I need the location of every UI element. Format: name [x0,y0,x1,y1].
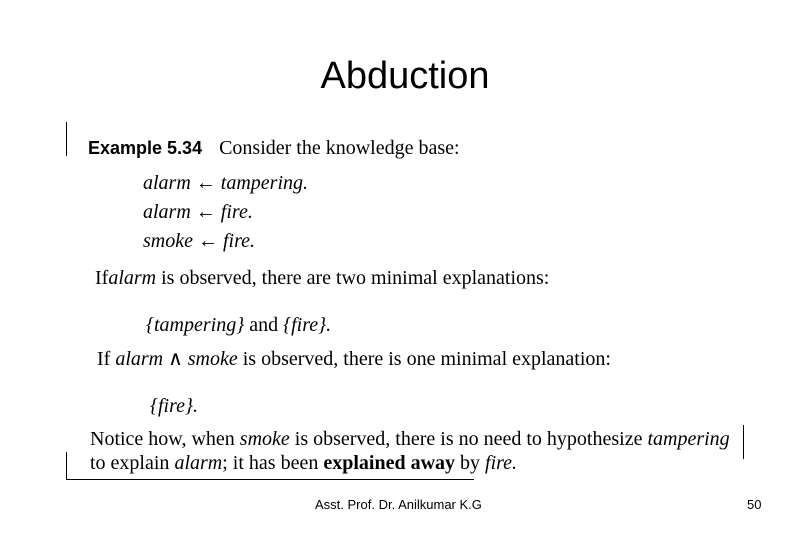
text: If [95,267,109,289]
rule-arrow: ← [197,230,218,252]
text: by [460,452,481,474]
example-label: Example 5.34 [88,138,203,158]
notice-line-1 [90,428,730,451]
explanation-set: {fire}. [283,314,332,336]
explanation-set: {tampering} [146,314,245,336]
explanation-set: {fire}. [150,395,199,417]
example-end-rule [66,479,474,480]
rule-body: tampering. [220,172,309,194]
text: is observed, there is no need to hypothesize [294,428,643,450]
text: is observed, there are two minimal explanations: [161,267,550,289]
example-intro: Consider the knowledge base: [219,137,460,159]
term: smoke [239,428,290,450]
explanations-2 [150,395,198,418]
rule-head: smoke [143,230,193,252]
term: tampering [647,428,730,450]
rule-arrow: ← [195,172,216,194]
rule-1 [143,172,308,195]
example-end-bar-right [743,425,744,459]
example-heading [88,137,460,160]
rule-body: fire. [222,230,256,252]
rule-head: alarm [143,201,191,223]
text: to explain [90,452,170,474]
term: alarm [108,267,157,289]
term: alarm ∧ smoke [115,348,238,370]
text: ; it has been [222,452,319,474]
slide-footer: Asst. Prof. Dr. Anilkumar K.G [315,497,482,512]
text: Notice how, when [90,428,235,450]
bold-term: explained away [323,452,456,474]
example-end-bar-left [66,452,67,480]
paragraph-1 [95,267,549,290]
term: fire. [485,452,518,474]
paragraph-2 [97,346,611,371]
example-start-bar [66,122,67,156]
rule-body: fire. [220,201,253,223]
slide-title: Abduction [320,55,490,97]
rule-arrow: ← [195,201,216,223]
text: If [97,348,111,370]
page-number: 50 [747,497,762,512]
rule-3 [143,230,255,253]
text: and [249,314,279,336]
text: is observed, there is one minimal explanation: [242,348,611,370]
notice-line-2 [90,452,517,475]
term: alarm [174,452,223,474]
explanations-1 [146,314,331,337]
rule-2 [143,201,253,224]
rule-head: alarm [143,172,191,194]
